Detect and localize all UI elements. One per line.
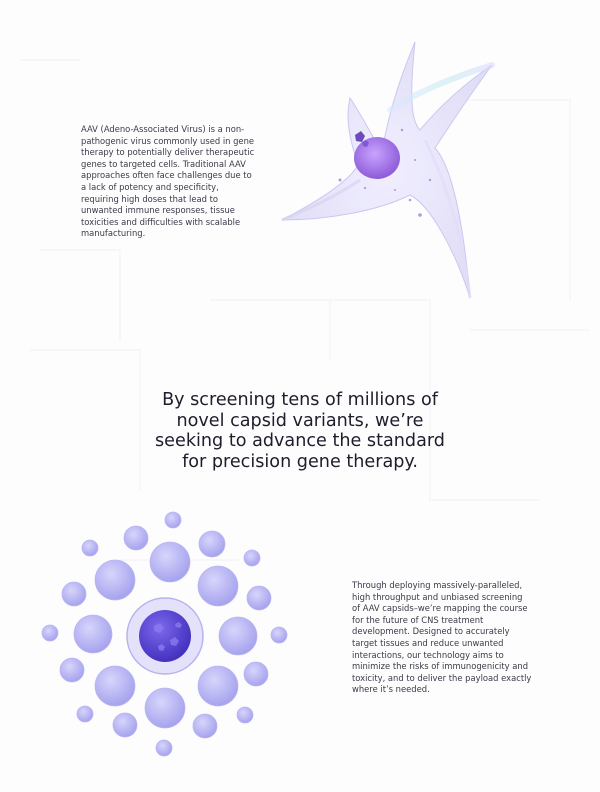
neuron-cell-illustration	[270, 30, 505, 305]
headline: By screening tens of millions of novel capsid variants, we’re seeking to advance the standard for precision gene therapy.	[155, 390, 445, 472]
intro-paragraph: AAV (Adeno-Associated Virus) is a non-pathogenic virus commonly used in gene therapy to potentially deliver therapeutic genes to targeted cells. Traditional AAV approaches often face challenges due to a lack of potency and specificity, requiring high doses that lead to unwanted immune responses, tissue toxicities and difficulties with scalable manufacturing.	[81, 124, 255, 239]
capsid-cluster-illustration	[30, 500, 310, 770]
body-paragraph: Through deploying massively-paralleled, high throughput and unbiased screening of AAV capsids–we’re mapping the course for the future of CNS treatment development. Designed to accurately target tissues and reduce unwanted interactions, our technology aims to minimize the risks of immunogenicity and toxicity, and to deliver the payload exactly where it’s needed.	[352, 580, 532, 695]
